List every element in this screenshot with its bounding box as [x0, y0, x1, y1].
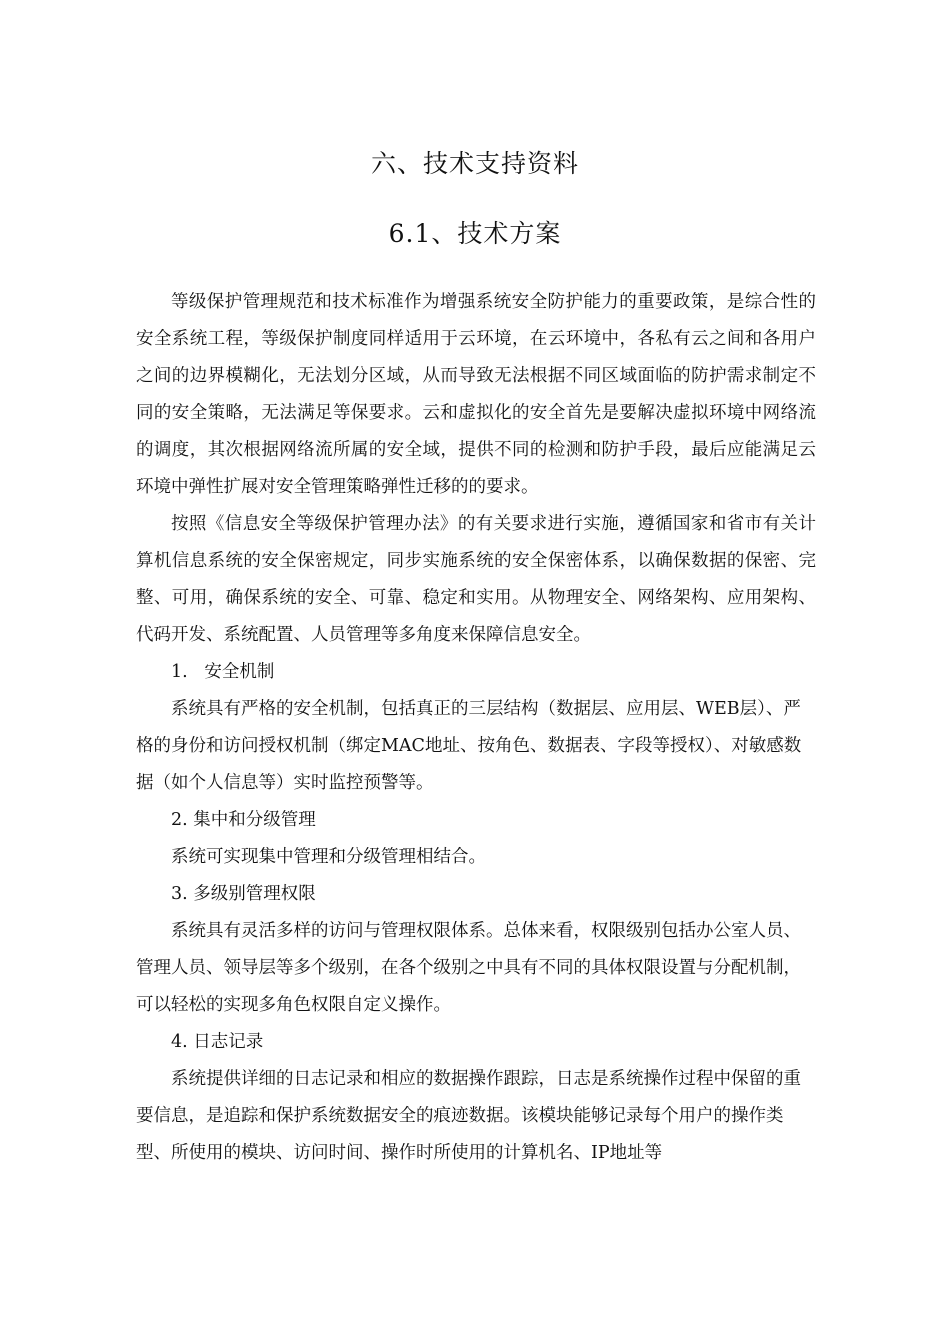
chapter-title: 六、技术支持资料 [370, 149, 579, 178]
list-item-text: 系统可实现集中管理和分级管理相结合。 [171, 847, 486, 867]
paragraph-compliance: 按照《信息安全等级保护管理办法》的有关要求进行实施，遵循国家和省市有关计算机信息系统的安全保密规定，同步实施系统的安全保密体系，以确保数据的保密、完整、可用，确保系统的安全、可靠、稳定和实用。从物理安全、网络架构、应用架构、代码开发、系统配置、人员管理等多角度来保障信息安全。 [136, 514, 816, 645]
list-item-label: 2. 集中和分级管理 [171, 810, 316, 830]
list-item-label: 1. 安全机制 [171, 662, 275, 682]
list-item-label: 4. 日志记录 [171, 1032, 264, 1052]
paragraph-intro: 等级保护管理规范和技术标准作为增强系统安全防护能力的重要政策，是综合性的安全系统工程，等级保护制度同样适用于云环境，在云环境中，各私有云之间和各用户之间的边界模糊化，无法划分区域，从而导致无法根据不同区域面临的防护需求制定不同的安全策略，无法满足等保要求。云和虚拟化的安全首先是要解决虚拟环境中网络流的调度，其次根据网络流所属的安全域，提供不同的检测和防护手段，最后应能满足云环境中弹性扩展对安全管理策略弹性迁移的的要求。 [136, 292, 816, 497]
list-item-text: 系统具有灵活多样的访问与管理权限体系。总体来看，权限级别包括办公室人员、管理人员、领导层等多个级别，在各个级别之中具有不同的具体权限设置与分配机制，可以轻松的实现多角色权限自定义操作。 [136, 921, 801, 1015]
list-item-text: 系统提供详细的日志记录和相应的数据操作跟踪，日志是系统操作过程中保留的重要信息，是追踪和保护系统数据安全的痕迹数据。该模块能够记录每个用户的操作类型、所使用的模块、访问时间、操作时所使用的计算机名、IP地址等 [136, 1069, 801, 1163]
section-title: 6.1、技术方案 [388, 219, 562, 248]
list-item-text: 系统具有严格的安全机制，包括真正的三层结构（数据层、应用层、WEB层）、严格的身份和访问授权机制（绑定MAC地址、按角色、数据表、字段等授权）、对敏感数据（如个人信息等）实时监控预警等。 [136, 699, 802, 793]
list-item-label: 3. 多级别管理权限 [171, 884, 316, 904]
document-body [136, 284, 816, 1172]
